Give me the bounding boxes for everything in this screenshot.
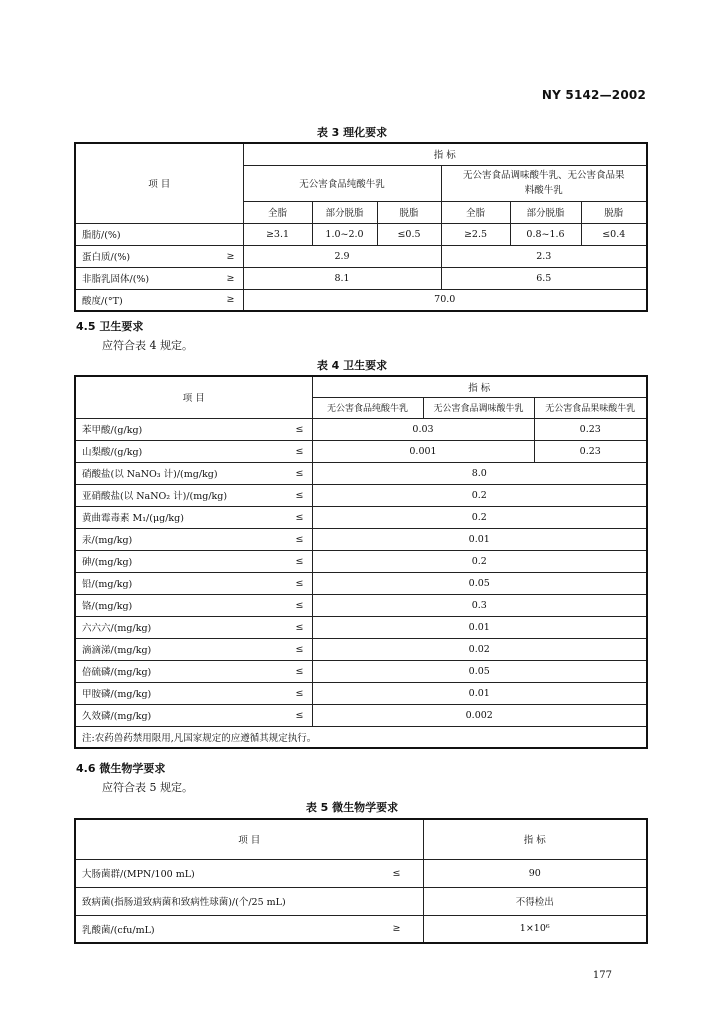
comparator: ≤ — [295, 511, 304, 523]
comparator: ≤ — [295, 643, 304, 655]
table4-row-item-cell — [75, 462, 312, 484]
comparator: ≥ — [226, 294, 235, 306]
comparator: ≤ — [295, 533, 304, 545]
table3-sub-header: 全脂 — [243, 201, 312, 223]
table4-cell: 0.002 — [312, 704, 647, 726]
table4-cell: 0.01 — [312, 682, 647, 704]
table3-group-a: 无公害食品纯酸牛乳 — [243, 165, 441, 201]
table4-item-header: 项 目 — [75, 376, 312, 418]
table4-row-item: 铬/(mg/kg) — [82, 601, 133, 612]
table-row — [75, 572, 647, 594]
table4-cell: 0.23 — [534, 418, 647, 440]
table-row — [75, 418, 647, 440]
table-row — [75, 616, 647, 638]
table4-caption: 表 4 卫生要求 — [316, 359, 388, 372]
table4-row-item-cell — [75, 660, 312, 682]
table4-group-header: 无公害食品调味酸牛乳 — [423, 397, 534, 418]
comparator: ≤ — [295, 599, 304, 611]
table4-row-item: 倍硫磷/(mg/kg) — [82, 667, 152, 678]
table4-cell: 0.2 — [312, 484, 647, 506]
table3-row-item: 酸度/(°T) — [82, 295, 123, 307]
table4-row-item-cell — [75, 572, 312, 594]
table3-group-b: 无公害食品调味酸牛乳、无公害食品果料酸牛乳 — [441, 165, 647, 201]
table-row — [75, 550, 647, 572]
table3-cell: ≤0.4 — [581, 223, 647, 245]
table4-row-item-cell — [75, 704, 312, 726]
table4-row-item-cell — [75, 440, 312, 462]
table4-row-item: 亚硝酸盐(以 NaNO₂ 计)/(mg/kg) — [82, 491, 228, 502]
comparator: ≤ — [295, 577, 304, 589]
table3-index-header: 指 标 — [243, 143, 647, 165]
table3-row-item-cell — [75, 267, 243, 289]
table4-row-item-cell — [75, 418, 312, 440]
comparator: ≥ — [226, 250, 235, 262]
table4-index-header: 指 标 — [312, 376, 647, 397]
table5-row-item-cell — [75, 915, 423, 943]
table4-row-item: 汞/(mg/kg) — [82, 535, 133, 546]
table5-cell: 不得检出 — [423, 887, 647, 915]
table-row — [75, 859, 647, 887]
table-row — [75, 638, 647, 660]
table-row — [75, 915, 647, 943]
table3-cell: 70.0 — [243, 289, 647, 311]
table3-cell: ≥3.1 — [243, 223, 312, 245]
table4-row-item: 久效磷/(mg/kg) — [82, 711, 152, 722]
table5-row-item-cell — [75, 887, 423, 915]
comparator: ≤ — [295, 445, 304, 457]
comparator: ≥ — [392, 923, 401, 935]
table3-sub-header: 全脂 — [441, 201, 510, 223]
table4 — [74, 375, 648, 749]
table4-cell: 0.01 — [312, 616, 647, 638]
table3-cell: ≥2.5 — [441, 223, 510, 245]
section-4-6-text: 应符合表 5 规定。 — [102, 781, 193, 794]
table-row — [75, 887, 647, 915]
table4-row-item-cell — [75, 484, 312, 506]
table4-group-header: 无公害食品纯酸牛乳 — [312, 397, 423, 418]
table5-row-item: 致病菌(指肠道致病菌和致病性球菌)/(个/25 mL) — [82, 897, 286, 908]
table-row — [75, 704, 647, 726]
table-row — [75, 484, 647, 506]
table5-item-header: 项 目 — [75, 819, 423, 859]
table5-row-item-cell — [75, 859, 423, 887]
table4-row-item-cell — [75, 550, 312, 572]
table4-row-item: 黄曲霉毒素 M₁/(μg/kg) — [82, 513, 184, 524]
table3-cell: 8.1 — [243, 267, 441, 289]
table3 — [74, 142, 648, 312]
table4-row-item: 苯甲酸/(g/kg) — [82, 425, 143, 436]
table3-row-item-cell — [75, 245, 243, 267]
table4-row-item-cell — [75, 594, 312, 616]
table-row — [75, 594, 647, 616]
table3-row-item: 非脂乳固体/(%) — [82, 274, 150, 285]
table4-row-item: 山梨酸/(g/kg) — [82, 447, 143, 458]
table5-row-item: 乳酸菌/(cfu/mL) — [82, 924, 155, 936]
comparator: ≤ — [295, 665, 304, 677]
table4-row-item-cell — [75, 616, 312, 638]
table4-cell: 0.001 — [312, 440, 534, 462]
table3-row-item: 脂肪/(%) — [75, 223, 243, 245]
table4-row-item: 铅/(mg/kg) — [82, 579, 133, 590]
table4-row-item-cell — [75, 528, 312, 550]
table5 — [74, 818, 648, 944]
table5-cell: 1×10⁶ — [423, 915, 647, 943]
table4-row-item-cell — [75, 506, 312, 528]
table4-row-item: 甲胺磷/(mg/kg) — [82, 689, 152, 700]
table-row — [75, 462, 647, 484]
table4-cell: 0.02 — [312, 638, 647, 660]
table4-cell: 0.2 — [312, 550, 647, 572]
comparator: ≤ — [295, 467, 304, 479]
table4-row-item-cell — [75, 638, 312, 660]
table4-cell: 0.23 — [534, 440, 647, 462]
comparator: ≤ — [295, 621, 304, 633]
section-4-5-text: 应符合表 4 规定。 — [102, 339, 193, 352]
table4-cell: 0.05 — [312, 572, 647, 594]
table3-caption: 表 3 理化要求 — [316, 126, 388, 139]
table4-row-item: 六六六/(mg/kg) — [82, 623, 152, 634]
table3-sub-header: 脱脂 — [581, 201, 647, 223]
table4-cell: 0.03 — [312, 418, 534, 440]
page-number: 177 — [592, 970, 612, 981]
table3-row-item: 蛋白质/(%) — [82, 252, 131, 263]
table3-cell: 2.9 — [243, 245, 441, 267]
table3-sub-header: 部分脱脂 — [312, 201, 377, 223]
table3-cell: 2.3 — [441, 245, 647, 267]
table-row — [75, 289, 647, 311]
section-4-6-title: 4.6 微生物学要求 — [76, 762, 166, 775]
comparator: ≤ — [295, 687, 304, 699]
table5-row-item: 大肠菌群/(MPN/100 mL) — [82, 869, 195, 880]
table5-cell: 90 — [423, 859, 647, 887]
table4-cell: 0.2 — [312, 506, 647, 528]
comparator: ≤ — [392, 867, 401, 879]
table-row — [75, 660, 647, 682]
table5-caption: 表 5 微生物学要求 — [305, 801, 399, 814]
table3-cell: 0.8~1.6 — [510, 223, 581, 245]
table-row — [75, 267, 647, 289]
table3-cell: ≤0.5 — [377, 223, 441, 245]
section-4-5-title: 4.5 卫生要求 — [76, 320, 144, 333]
comparator: ≤ — [295, 555, 304, 567]
table-row — [75, 506, 647, 528]
table3-sub-header: 部分脱脂 — [510, 201, 581, 223]
table4-row-item-cell — [75, 682, 312, 704]
table3-row-item-cell — [75, 289, 243, 311]
comparator: ≤ — [295, 423, 304, 435]
comparator: ≥ — [226, 272, 235, 284]
table4-cell: 0.05 — [312, 660, 647, 682]
table4-row-item: 滴滴涕/(mg/kg) — [82, 645, 152, 656]
table-row — [75, 528, 647, 550]
table4-cell: 0.3 — [312, 594, 647, 616]
table3-cell: 1.0~2.0 — [312, 223, 377, 245]
table-row — [75, 245, 647, 267]
table-row — [75, 682, 647, 704]
table4-cell: 8.0 — [312, 462, 647, 484]
table5-index-header: 指 标 — [423, 819, 647, 859]
table4-cell: 0.01 — [312, 528, 647, 550]
table-row — [75, 223, 647, 245]
table3-cell: 6.5 — [441, 267, 647, 289]
comparator: ≤ — [295, 709, 304, 721]
table4-group-header: 无公害食品果味酸牛乳 — [534, 397, 647, 418]
table4-note: 注:农药兽药禁用限用,凡国家规定的应遵循其规定执行。 — [75, 726, 647, 748]
table3-item-header: 项 目 — [75, 143, 243, 223]
comparator: ≤ — [295, 489, 304, 501]
standard-code: NY 5142—2002 — [541, 88, 646, 102]
table4-row-item: 硝酸盐(以 NaNO₃ 计)/(mg/kg) — [82, 469, 218, 480]
table-row — [75, 440, 647, 462]
table4-row-item: 砷/(mg/kg) — [82, 557, 133, 568]
table3-sub-header: 脱脂 — [377, 201, 441, 223]
